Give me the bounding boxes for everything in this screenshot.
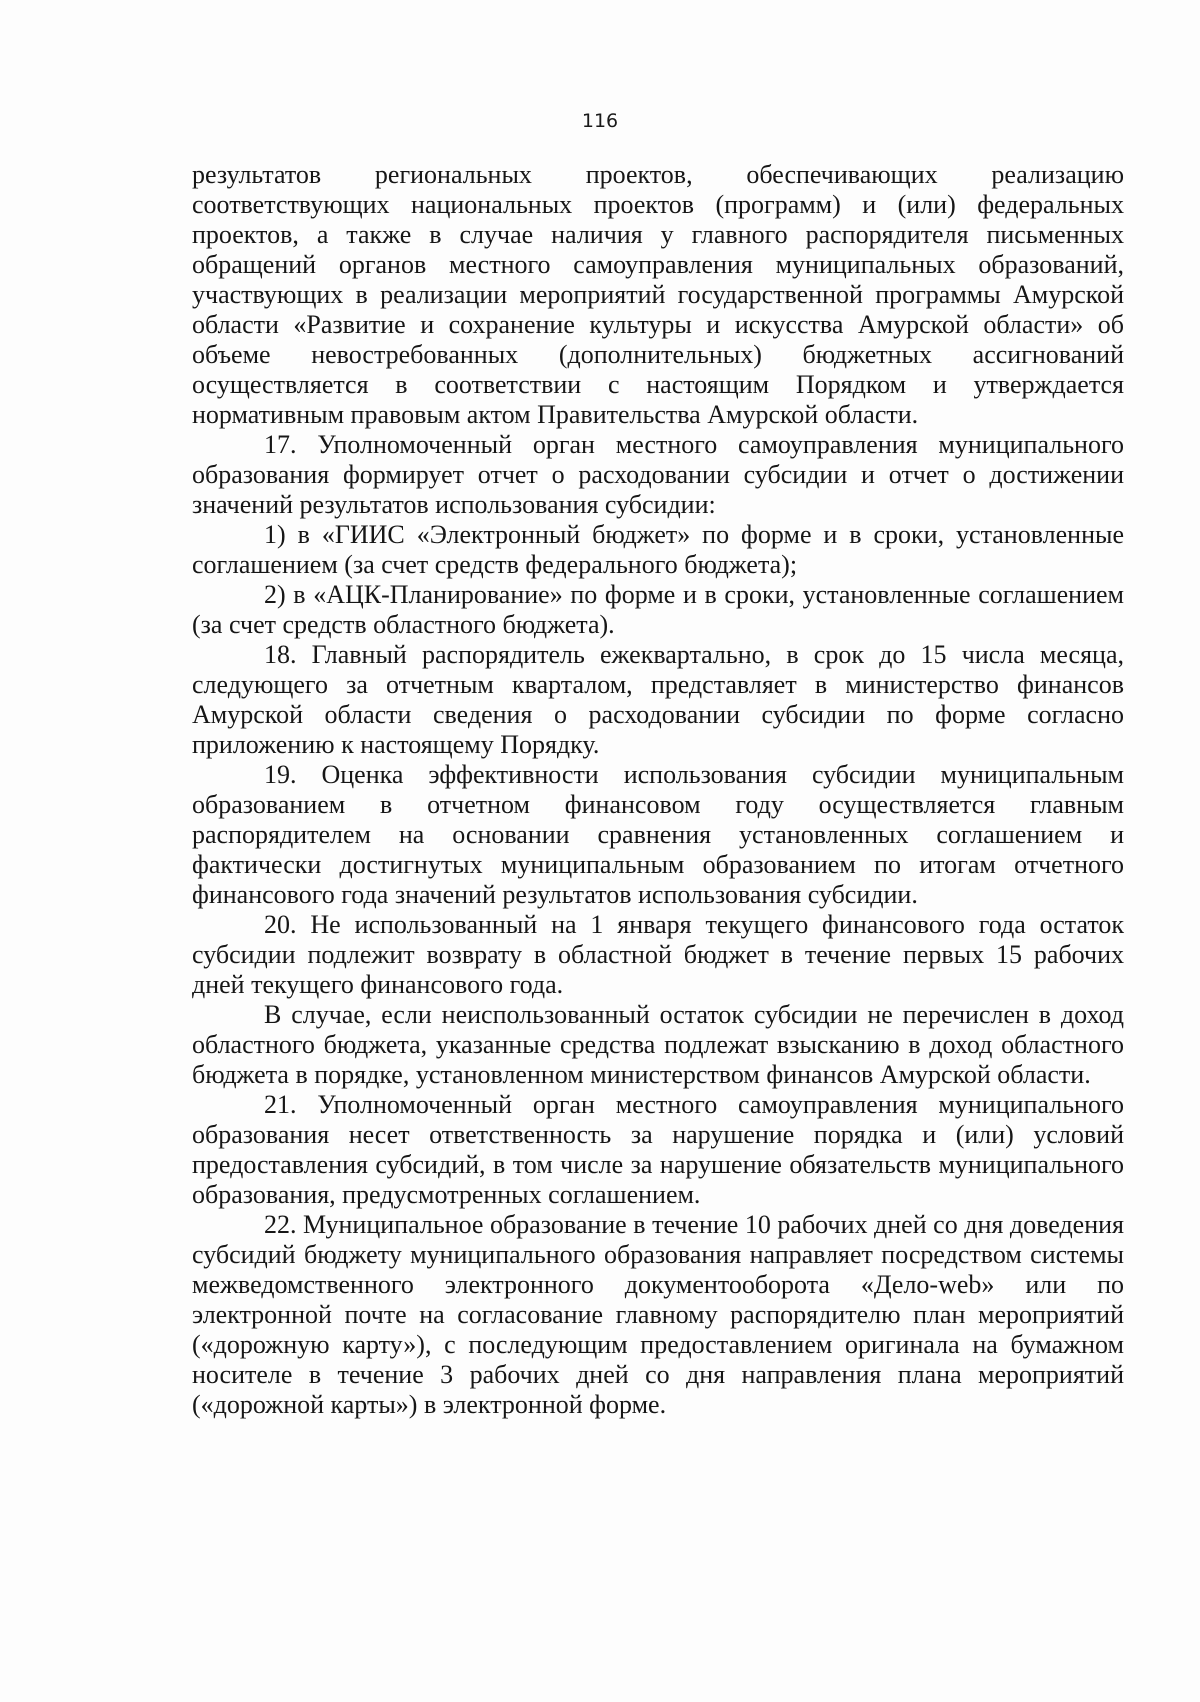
- paragraph-20: 20. Не использованный на 1 января текущего финансового года остаток субсидии подлежит возврату в областной бюджет в течение первых 15 рабочих дней текущего финансового года.: [192, 910, 1124, 999]
- paragraph-17: 17. Уполномоченный орган местного самоуправления муниципального образования формирует отчет о расходовании субсидии и отчет о достижении значений результатов использования субсидии:: [192, 430, 1124, 519]
- paragraph-22: 22. Муниципальное образование в течение 10 рабочих дней со дня доведения субсидий бюджету муниципального образования направляет посредством системы межведомственного электронного документооборота «Дело-web» или по электронной почте на согласование главному распорядителю план мероприятий («дорожную карту»), с последующим предоставлением оригинала на бумажном носителе в течение 3 рабочих дней со дня направления плана мероприятий («дорожной карты») в электронной форме.: [192, 1210, 1124, 1419]
- page-number: 116: [581, 110, 619, 132]
- paragraph-17-item-2: 2) в «АЦК-Планирование» по форме и в сроки, установленные соглашением (за счет средств областного бюджета).: [192, 580, 1124, 639]
- paragraph-20-continuation: В случае, если неиспользованный остаток субсидии не перечислен в доход областного бюджета, указанные средства подлежат взысканию в доход областного бюджета в порядке, установленном министерством финансов Амурской области.: [192, 1000, 1124, 1089]
- document-body: [192, 160, 1124, 1420]
- paragraph-continuation: результатов региональных проектов, обеспечивающих реализацию соответствующих национальных проектов (программ) и (или) федеральных проектов, а также в случае наличия у главного распорядителя письменных обращений органов местного самоуправления муниципальных образований, участвующих в реализации мероприятий государственной программы Амурской области «Развитие и сохранение культуры и искусства Амурской области» об объеме невостребованных (дополнительных) бюджетных ассигнований осуществляется в соответствии с настоящим Порядком и утверждается нормативным правовым актом Правительства Амурской области.: [192, 160, 1124, 429]
- paragraph-18: 18. Главный распорядитель ежеквартально, в срок до 15 числа месяца, следующего за отчетным кварталом, представляет в министерство финансов Амурской области сведения о расходовании субсидии по форме согласно приложению к настоящему Порядку.: [192, 640, 1124, 759]
- paragraph-21: 21. Уполномоченный орган местного самоуправления муниципального образования несет ответственность за нарушение порядка и (или) условий предоставления субсидий, в том числе за нарушение обязательств муниципального образования, предусмотренных соглашением.: [192, 1090, 1124, 1209]
- paragraph-19: 19. Оценка эффективности использования субсидии муниципальным образованием в отчетном финансовом году осуществляется главным распорядителем на основании сравнения установленных соглашением и фактически достигнутых муниципальным образованием по итогам отчетного финансового года значений результатов использования субсидии.: [192, 760, 1124, 909]
- paragraph-17-item-1: 1) в «ГИИС «Электронный бюджет» по форме и в сроки, установленные соглашением (за счет средств федерального бюджета);: [192, 520, 1124, 579]
